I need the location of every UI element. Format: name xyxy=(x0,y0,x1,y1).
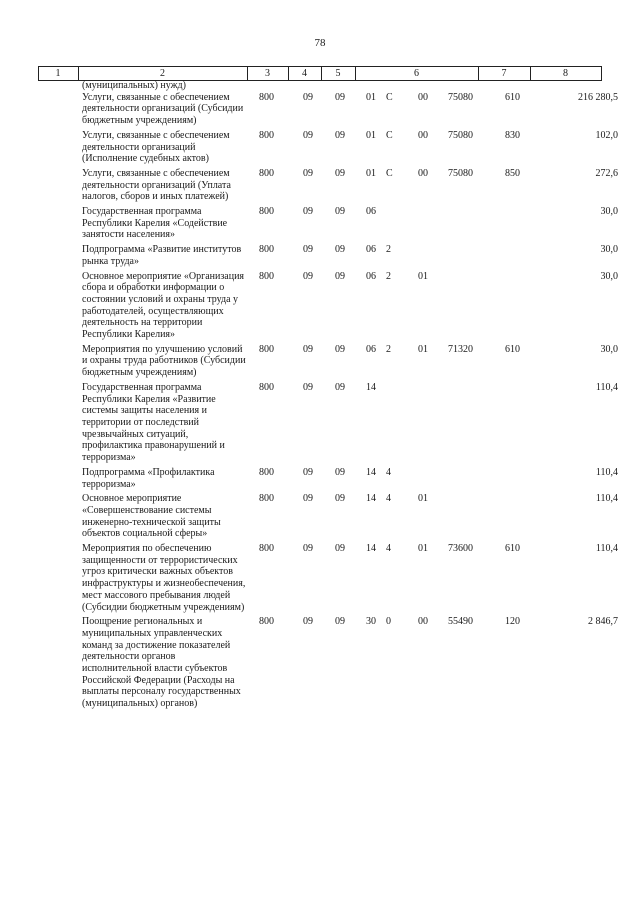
cell-vr: 830 xyxy=(505,129,520,141)
cell-activity: 00 xyxy=(418,616,428,628)
cell-name: Услуги, связанные с обеспечением деятельности организаций (Исполнение судебных актов) xyxy=(82,129,230,165)
cell-activity: 00 xyxy=(418,129,428,141)
cell-pr: 09 xyxy=(335,381,345,393)
cell-direction: 75080 xyxy=(448,167,473,179)
table-row xyxy=(0,92,640,127)
header-cell: 8 xyxy=(563,68,568,79)
cell-program: 14 xyxy=(366,466,376,478)
cell-gr: 800 xyxy=(259,343,274,355)
cell-program: 30 xyxy=(366,616,376,628)
cell-subprogram: 4 xyxy=(386,493,391,505)
cell-gr: 800 xyxy=(259,543,274,555)
cell-name: Мероприятия по улучшению условий и охраны труда работников (Субсидии бюджетным учреждениям) xyxy=(82,343,246,379)
cell-gr: 800 xyxy=(259,129,274,141)
cell-rz: 09 xyxy=(303,543,313,555)
table-row xyxy=(0,80,640,92)
cell-subprogram: С xyxy=(386,167,393,179)
cell-activity: 01 xyxy=(418,270,428,282)
cell-pr: 09 xyxy=(335,167,345,179)
table-row xyxy=(0,467,640,490)
cell-rz: 09 xyxy=(303,206,313,218)
cell-pr: 09 xyxy=(335,616,345,628)
table-row xyxy=(0,382,640,464)
cell-name: Подпрограмма «Развитие институтов рынка труда» xyxy=(82,244,242,267)
cell-activity: 00 xyxy=(418,167,428,179)
cell-direction: 71320 xyxy=(448,343,473,355)
cell-pr: 09 xyxy=(335,493,345,505)
table-row xyxy=(0,130,640,165)
cell-program: 14 xyxy=(366,381,376,393)
cell-direction: 73600 xyxy=(448,543,473,555)
table-row xyxy=(0,244,640,267)
cell-vr: 120 xyxy=(505,616,520,628)
header-cell: 7 xyxy=(501,68,507,79)
cell-program: 14 xyxy=(366,543,376,555)
table-row xyxy=(0,344,640,379)
cell-program: 06 xyxy=(366,206,376,218)
page-number: 78 xyxy=(314,37,326,49)
cell-pr: 09 xyxy=(335,343,345,355)
cell-gr: 800 xyxy=(259,381,274,393)
cell-subprogram: 4 xyxy=(386,543,391,555)
cell-gr: 800 xyxy=(259,616,274,628)
cell-direction: 75080 xyxy=(448,129,473,141)
header-cell: 1 xyxy=(55,68,61,79)
cell-rz: 09 xyxy=(303,91,313,103)
cell-rz: 09 xyxy=(303,343,313,355)
cell-name: Услуги, связанные с обеспечением деятельности организаций (Уплата налогов, сборов и иных платежей) xyxy=(82,167,231,203)
header-cell: 3 xyxy=(265,68,270,79)
cell-sum: 110,4 xyxy=(595,543,618,555)
cell-rz: 09 xyxy=(303,381,313,393)
cell-pr: 09 xyxy=(335,244,345,256)
cell-name: Основное мероприятие «Совершенствование системы инженерно-технической защиты объектов социальной сферы» xyxy=(82,493,221,540)
cell-subprogram: С xyxy=(386,129,393,141)
cell-name: Мероприятия по обеспечению защищенности от террористических угроз критически важных объектов инфраструктуры и жизнеобеспечения, мест массового пребывания людей (Субсидии бюджетным учреждениям) xyxy=(82,543,246,613)
cell-subprogram: 2 xyxy=(386,343,391,355)
cell-sum: 110,4 xyxy=(595,381,618,393)
cell-name: Подпрограмма «Профилактика терроризма» xyxy=(82,466,215,490)
cell-rz: 09 xyxy=(303,616,313,628)
cell-vr: 610 xyxy=(505,343,520,355)
cell-pr: 09 xyxy=(335,206,345,218)
cell-name: Услуги, связанные с обеспечением деятельности организаций (Субсидии бюджетным учреждениям) xyxy=(82,91,244,127)
cell-sum: 2 846,7 xyxy=(588,616,618,628)
header-cell: 6 xyxy=(414,68,419,79)
cell-sum: 30,0 xyxy=(600,244,618,256)
cell-sum: 272,6 xyxy=(595,167,618,179)
cell-vr: 850 xyxy=(505,167,520,179)
cell-sum: 102,0 xyxy=(595,129,618,141)
cell-pr: 09 xyxy=(335,543,345,555)
cell-gr: 800 xyxy=(259,466,274,478)
cell-gr: 800 xyxy=(259,167,274,179)
cell-subprogram: 2 xyxy=(386,270,391,282)
table-row xyxy=(0,168,640,203)
table-row xyxy=(0,616,640,710)
cell-pr: 09 xyxy=(335,466,345,478)
cell-rz: 09 xyxy=(303,167,313,179)
cell-program: 01 xyxy=(366,129,376,141)
cell-program: 06 xyxy=(366,270,376,282)
cell-program: 01 xyxy=(366,91,376,103)
header-cell: 5 xyxy=(335,68,341,79)
table-row xyxy=(0,271,640,341)
cell-activity: 01 xyxy=(418,543,428,555)
cell-rz: 09 xyxy=(303,493,313,505)
cell-program: 01 xyxy=(366,167,376,179)
cell-direction: 55490 xyxy=(448,616,473,628)
cell-activity: 00 xyxy=(418,91,428,103)
cell-pr: 09 xyxy=(335,129,345,141)
column-divider xyxy=(601,67,602,80)
cell-gr: 800 xyxy=(259,270,274,282)
table-row xyxy=(0,493,640,540)
cell-rz: 09 xyxy=(303,129,313,141)
cell-subprogram: 4 xyxy=(386,466,391,478)
cell-sum: 30,0 xyxy=(600,206,618,218)
cell-program: 06 xyxy=(366,244,376,256)
cell-sum: 110,4 xyxy=(595,493,618,505)
cell-subprogram: 0 xyxy=(386,616,391,628)
header-cell: 4 xyxy=(302,68,307,79)
cell-sum: 216 280,5 xyxy=(578,91,618,103)
header-cell: 2 xyxy=(160,68,165,79)
cell-activity: 01 xyxy=(418,493,428,505)
cell-sum: 110,4 xyxy=(595,466,618,478)
table-body xyxy=(0,80,640,713)
cell-gr: 800 xyxy=(259,91,274,103)
cell-subprogram: 2 xyxy=(386,244,391,256)
cell-rz: 09 xyxy=(303,466,313,478)
cell-gr: 800 xyxy=(259,244,274,256)
cell-name: Государственная программа Республики Карелия «Содействие занятости населения» xyxy=(82,206,228,241)
cell-sum: 30,0 xyxy=(600,343,618,355)
cell-vr: 610 xyxy=(505,91,520,103)
cell-name: (муниципальных) нужд) xyxy=(82,80,186,91)
cell-rz: 09 xyxy=(303,270,313,282)
cell-name: Государственная программа Республики Карелия «Развитие системы защиты населения и территории от последствий чрезвычайных ситуаций, профилактика правонарушений и терроризма» xyxy=(82,381,225,464)
cell-sum: 30,0 xyxy=(600,270,618,282)
cell-name: Поощрение региональных и муниципальных управленческих команд за достижение показателей деятельности органов исполнительной власти субъектов Российской Федерации (Расходы на выплаты персоналу государственных (муниципальных) органов) xyxy=(82,616,241,710)
cell-pr: 09 xyxy=(335,270,345,282)
table-header xyxy=(38,66,602,81)
cell-direction: 75080 xyxy=(448,91,473,103)
cell-activity: 01 xyxy=(418,343,428,355)
table-row xyxy=(0,206,640,241)
cell-subprogram: С xyxy=(386,91,393,103)
cell-name: Основное мероприятие «Организация сбора и обработки информации о состоянии условий и охраны труда у работодателей, осуществляющих деятельность на территории Республики Карелия» xyxy=(82,270,245,341)
cell-pr: 09 xyxy=(335,91,345,103)
cell-rz: 09 xyxy=(303,244,313,256)
cell-gr: 800 xyxy=(259,493,274,505)
cell-vr: 610 xyxy=(505,543,520,555)
cell-gr: 800 xyxy=(259,206,274,218)
cell-program: 14 xyxy=(366,493,376,505)
cell-program: 06 xyxy=(366,343,376,355)
table-row xyxy=(0,543,640,613)
